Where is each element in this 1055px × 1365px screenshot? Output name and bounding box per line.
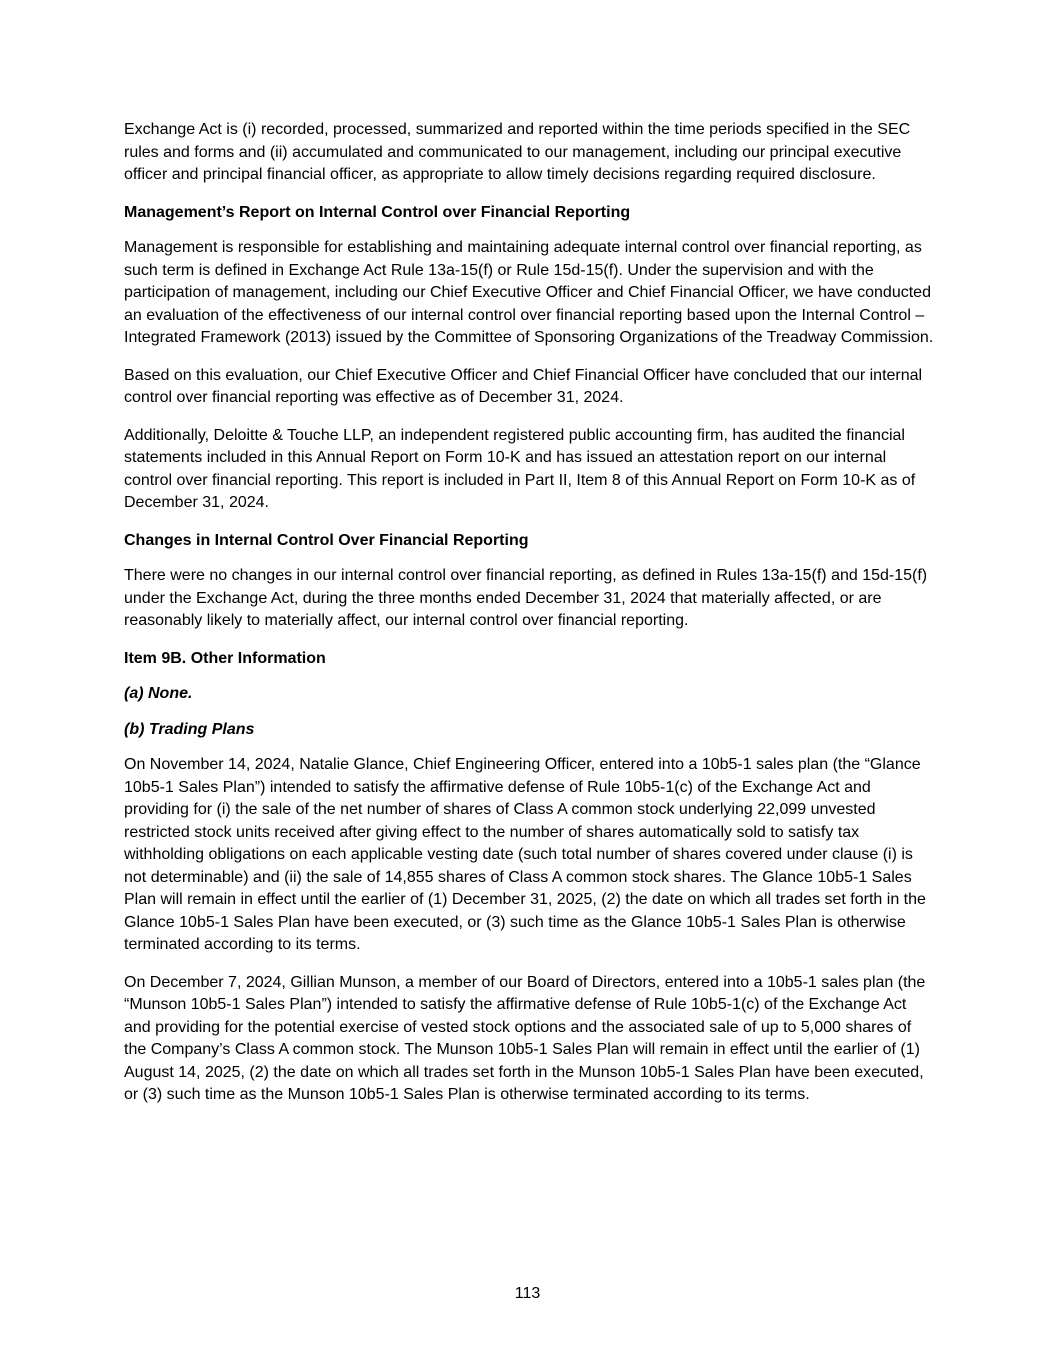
subheading-none: (a) None.: [124, 685, 193, 702]
paragraph-evaluation-conclusion: Based on this evaluation, our Chief Executive Officer and Chief Financial Officer have concluded that our internal control over financial reporting was effective as of December 31, 2024.: [124, 366, 923, 406]
paragraph-attestation-report: Additionally, Deloitte & Touche LLP, an independent registered public accounting firm, has audited the financial statements included in this Annual Report on Form 10-K and has issued an attestation report on our internal control over financial reporting. This report is included in Part II, Item 8 of this Annual Report on Form 10-K as of December 31, 2024.: [124, 426, 916, 511]
heading-management-report: Management’s Report on Internal Control over Financial Reporting: [124, 203, 631, 221]
heading-changes-internal-control: Changes in Internal Control Over Financial Reporting: [124, 531, 529, 549]
paragraph-management-responsibility: Management is responsible for establishing and maintaining adequate internal control over financial reporting, as such term is defined in Exchange Act Rule 13a-15(f) or Rule 15d-15(f). Under the supervision and with the participation of management, including our Chief Executive Officer and Chief Financial Officer, we have conducted an evaluation of the effectiveness of our internal control over financial reporting based upon the Internal Control – Integrated Framework (2013) issued by the Committee of Sponsoring Organizations of the Treadway Commission.: [124, 239, 934, 346]
subheading-trading-plans: (b) Trading Plans: [124, 720, 255, 738]
paragraph-munson-plan: On December 7, 2024, Gillian Munson, a member of our Board of Directors, entered into a 10b5-1 sales plan (the “Munson 10b5-1 Sales Plan”) intended to satisfy the affirmative defense of Rule 10b5-1(c) of the Exchange Act and providing for the potential exercise of vested stock options and the associated sale of up to 5,000 shares of the Company’s Class A common stock. The Munson 10b5-1 Sales Plan will remain in effect until the earlier of (1) August 14, 2025, (2) the date on which all trades set forth in the Munson 10b5-1 Sales Plan have been executed, or (3) such time as the Munson 10b5-1 Sales Plan is otherwise terminated according to its terms.: [124, 973, 926, 1103]
page-number: 113: [514, 1285, 541, 1302]
document-body: [124, 119, 934, 1122]
heading-item-9b: Item 9B. Other Information: [124, 649, 326, 667]
paragraph-disclosure-controls: Exchange Act is (i) recorded, processed, summarized and reported within the time periods specified in the SEC rules and forms and (ii) accumulated and communicated to our management, including our principal executive officer and principal financial officer, as appropriate to allow timely decisions regarding required disclosure.: [124, 121, 911, 183]
paragraph-no-changes: There were no changes in our internal control over financial reporting, as defined in Rules 13a-15(f) and 15d-15(f) under the Exchange Act, during the three months ended December 31, 2024 that materially affected, or are reasonably likely to materially affect, our internal control over financial reporting.: [124, 567, 928, 629]
paragraph-glance-plan: On November 14, 2024, Natalie Glance, Chief Engineering Officer, entered into a 10b5-1 sales plan (the “Glance 10b5-1 Sales Plan”) intended to satisfy the affirmative defense of Rule 10b5-1(c) of the Exchange Act and providing for (i) the sale of the net number of shares of Class A common stock underlying 22,099 unvested restricted stock units received after giving effect to the number of shares automatically sold to satisfy tax withholding obligations on each applicable vesting date (such total number of shares covered under clause (i) is not determinable) and (ii) the sale of 14,855 shares of Class A common stock shares. The Glance 10b5-1 Sales Plan will remain in effect until the earlier of (1) December 31, 2025, (2) the date on which all trades set forth in the Glance 10b5-1 Sales Plan have been executed, or (3) such time as the Glance 10b5-1 Sales Plan is otherwise terminated according to its terms.: [124, 756, 926, 953]
